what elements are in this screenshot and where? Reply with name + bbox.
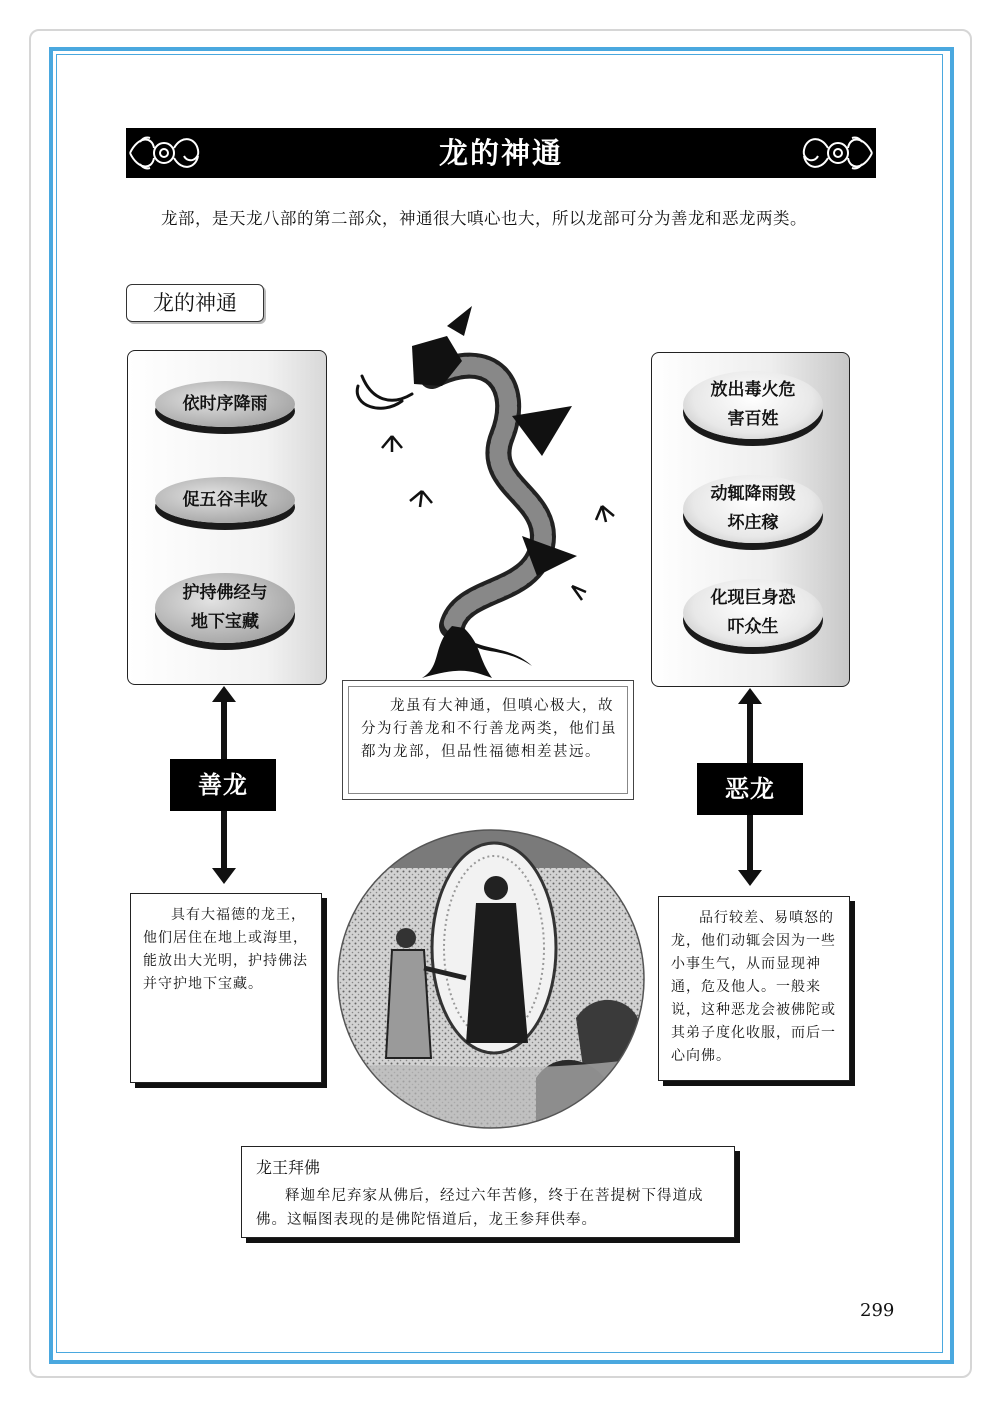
caption-title: 龙王拜佛 <box>256 1158 321 1177</box>
page-number: 299 <box>860 1300 895 1321</box>
dragon-king-worship-illustration <box>336 828 646 1130</box>
dragon-illustration <box>352 306 642 678</box>
good-dragon-powers-panel <box>127 350 327 685</box>
intro-paragraph: 龙部，是天龙八部的第二部众，神通很大嗔心也大，所以龙部可分为善龙和恶龙两类。 <box>161 209 807 228</box>
good-power-pill: 依时序降雨 <box>155 381 295 427</box>
evil-power-pill: 动辄降雨毁坏庄稼 <box>683 475 823 543</box>
good-power-pill: 护持佛经与地下宝藏 <box>155 573 295 643</box>
evil-power-pill: 化现巨身恐吓众生 <box>683 579 823 647</box>
center-note-box <box>342 680 634 800</box>
evil-dragon-powers-panel <box>651 352 850 687</box>
section-label: 龙的神通 <box>126 284 264 322</box>
evil-dragon-badge: 恶龙 <box>697 763 803 815</box>
evil-dragon-description: 品行较差、易嗔怒的龙，他们动辄会因为一些小事生气，从而显现神通，危及他人。一般来说，这种恶龙会被佛陀或其弟子度化收服，而后一心向佛。 <box>658 896 850 1081</box>
evil-power-pill: 放出毒火危害百姓 <box>683 371 823 439</box>
title-banner <box>126 128 876 178</box>
good-dragon-badge: 善龙 <box>170 759 276 811</box>
caption-text: 释迦牟尼弃家从佛后，经过六年苦修，终于在菩提树下得道成佛。这幅图表现的是佛陀悟道后，龙王参拜供奉。 <box>256 1188 704 1228</box>
center-note-text: 龙虽有大神通，但嗔心极大，故分为行善龙和不行善龙两类，他们虽都为龙部，但品性福德相差甚远。 <box>361 698 617 760</box>
good-power-pill: 促五谷丰收 <box>155 477 295 523</box>
good-dragon-description: 具有大福德的龙王，他们居住在地上或海里，能放出大光明，护持佛法并守护地下宝藏。 <box>130 893 322 1083</box>
page-title: 龙的神通 <box>438 136 563 170</box>
illustration-caption-box <box>241 1146 735 1238</box>
